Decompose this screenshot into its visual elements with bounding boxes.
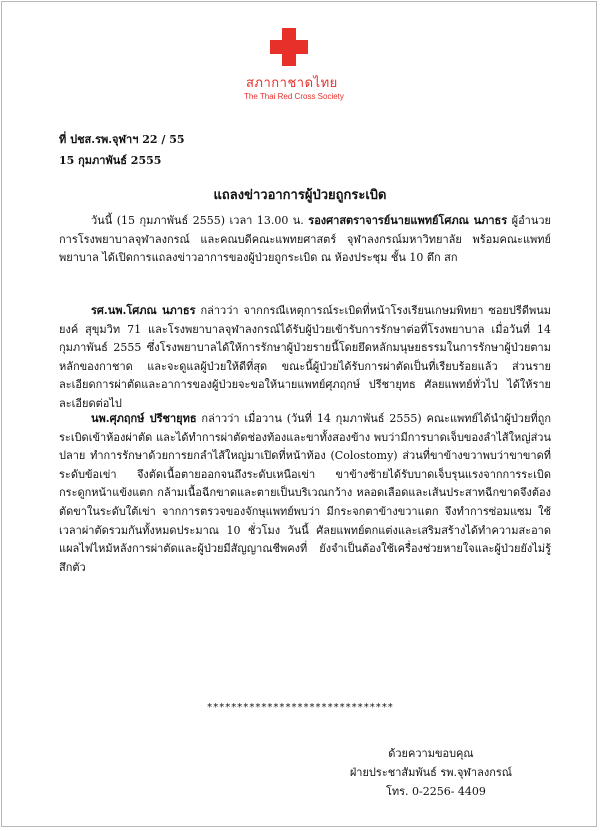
paragraph-3-speaker: นพ.ศุภฤกษ์ ปรีชายุทธ bbox=[91, 412, 197, 425]
paragraph-1 bbox=[59, 212, 551, 268]
closing-department: ฝ่ายประชาสัมพันธ์ รพ.จุฬาลงกรณ์ bbox=[349, 766, 512, 779]
reference-block bbox=[59, 129, 185, 171]
org-name-english: The Thai Red Cross Society bbox=[244, 92, 344, 101]
paragraph-1-speaker: รองศาสตราจารย์นายแพทย์โศภณ นภาธร bbox=[308, 214, 508, 227]
paragraph-2-speaker: รศ.นพ.โศภณ นภาธร bbox=[91, 304, 196, 317]
press-release-page bbox=[1, 1, 597, 827]
thai-red-cross-logo bbox=[244, 28, 372, 108]
reference-date: 15 กุมภาพันธ์ 2555 bbox=[59, 154, 162, 167]
paragraph-2-text: กล่าวว่า จากกรณีเหตุการณ์ระเบิดที่หน้าโรงเรียนเกษมพิทยา ซอยปรีดีพนมยงค์ สุขุมวิท 71 และโรงพยาบาลจุฬาลงกรณ์ได้รับผู้ป่วยเข้ารับการรักษาต่อที่โรงพยาบาล เมื่อวันที่ 14 กุมภาพันธ์ 2555 ซึ่งโรงพยาบาลได้ให้การรักษาผู้ป่วยรายนี้โดยยึดหลักมนุษยธรรมในการรักษาผู้ป่วยตามหลักของกาชาด และจะดูแลผู้ป่วยให้ดีที่สุด ขณะนี้ผู้ป่วยได้รับการผ่าตัดเป็นที่เรียบร้อยแล้ว ส่วนรายละเอียดการผ่าตัดและอาการของผู้ป่วยจะขอให้นายแพทย์ศุภฤกษ์ ปรีชายุทธ ศัลยแพทย์ทั่วไป ได้ให้รายละเอียดต่อไป bbox=[59, 304, 551, 410]
separator-line: ******************************* bbox=[206, 702, 394, 713]
closing-phone: โทร. 0-2256- 4409 bbox=[385, 785, 486, 798]
paragraph-1-text-continued: ผู้อำนวยการโรงพยาบาลจุฬาลงกรณ์ และคณบดีคณะแพทยศาสตร์ จุฬาลงกรณ์มหาวิทยาลัย พร้อมคณะแพทย์ พยาบาล ได้เปิดการแถลงข่าวอาการของผู้ป่วยถูกระเบิด ณ ห้องประชุม ชั้น 10 ตึก สก bbox=[59, 214, 551, 265]
org-name-thai: สภากาชาดไทย bbox=[246, 76, 338, 91]
paragraph-3-text: กล่าวว่า เมื่อวาน (วันที่ 14 กุมภาพันธ์ 2555) คณะแพทย์ได้นำผู้ป่วยที่ถูกระเบิดเข้าห้องผ่าตัด และได้ทำการผ่าตัดช่องท้องและขาทั้งสองข้าง พบว่ามีการบาดเจ็บของลำไส้ใหญ่ส่วนปลาย ทำการรักษาด้วยการยกลำไส้ใหญ่มาเปิดที่หน้าท้อง (Colostomy) ส่วนที่ขาข้างขวาพบว่าขาขาดที่ระดับข้อเข่า จึงตัดเนื้อตายออกจนถึงระดับเหนือเข่า ขาข้างซ้ายได้รับบาดเจ็บรุนแรงจากการระเบิด กระดูกหน้าแข้งแตก กล้ามเนื้อฉีกขาดและตายเป็นบริเวณกว้าง หลอดเลือดและเส้นประสาทฉีกขาดจึงต้องตัดขาในระดับใต้เข่า จากการตรวจของจักษุแพทย์พบว่า มีกระจกตาข้างขวาแตก จึงทำการซ่อมแซม ใช้เวลาผ่าตัดรวมกันทั้งหมดประมาณ 10 ชั่วโมง วันนี้ ศัลยแพทย์ตกแต่งและเสริมสร้างได้ทำความสะอาดแผลไฟไหม้หลังการผ่าตัดและผู้ป่วยมีสัญญาณชีพคงที่ ยังจำเป็นต้องใช้เครื่องช่วยหายใจและผู้ป่วยยังไม่รู้สึกตัว bbox=[59, 412, 551, 574]
document-title: แถลงข่าวอาการผู้ป่วยถูกระเบิด bbox=[213, 188, 387, 203]
red-cross-icon bbox=[270, 28, 308, 66]
reference-number: ที่ ปชส.รพ.จุฬาฯ 22 / 55 bbox=[59, 133, 185, 146]
closing-thanks: ด้วยความขอบคุณ bbox=[388, 747, 474, 760]
paragraph-2 bbox=[59, 302, 551, 414]
closing-block bbox=[350, 744, 512, 801]
paragraph-3 bbox=[59, 410, 551, 577]
paragraph-1-text: วันนี้ (15 กุมภาพันธ์ 2555) เวลา 13.00 น. bbox=[91, 214, 309, 227]
